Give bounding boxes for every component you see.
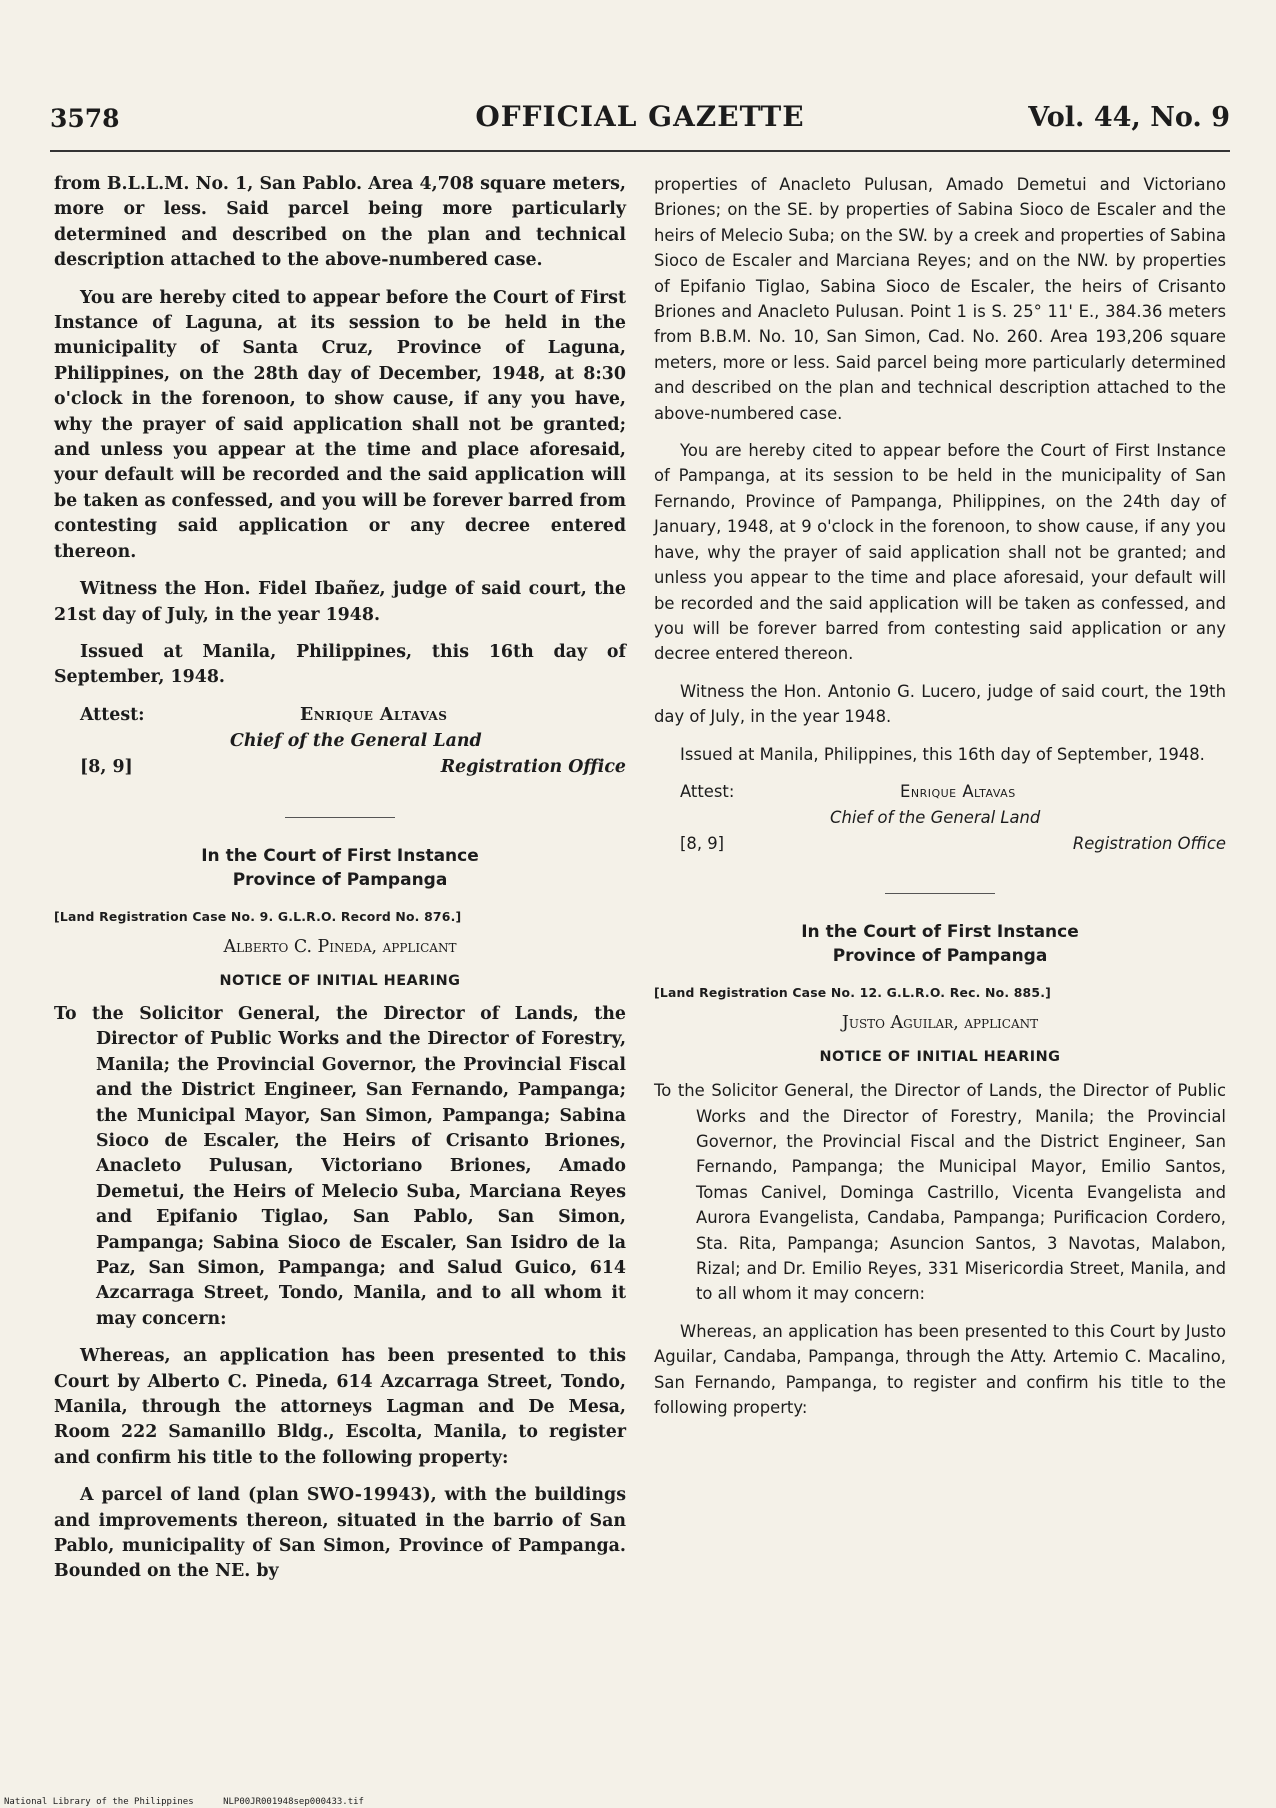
case-number: [Land Registration Case No. 9. G.L.R.O. Record No. 876.] bbox=[54, 908, 462, 924]
paragraph: Witness the Hon. Antonio G. Lucero, judge of said court, the 19th day of July, in the year 1948. bbox=[654, 681, 1226, 727]
signatory-name: Enrique Altavas bbox=[900, 781, 1016, 801]
court-name: In the Court of First Instance bbox=[801, 921, 1079, 942]
applicant-name: Alberto C. Pineda, applicant bbox=[223, 937, 457, 958]
signatory-title: Chief of the General Land bbox=[230, 730, 482, 751]
attestation-block bbox=[654, 779, 1226, 865]
section-divider bbox=[285, 817, 395, 818]
court-heading bbox=[654, 920, 1226, 968]
file-reference: NLP00JR001948sep000433.tif bbox=[223, 1797, 364, 1807]
signatory-name: Enrique Altavas bbox=[300, 704, 448, 725]
paragraph: from B.L.L.M. No. 1, San Pablo. Area 4,708 square meters, more or less. Said parcel being more particularly determined and described on the plan and technical description attached to the above-numbered case. bbox=[54, 174, 626, 271]
volume-number: Vol. 44, No. 9 bbox=[1028, 102, 1230, 133]
paragraph: Issued at Manila, Philippines, this 16th day of September, 1948. bbox=[54, 641, 626, 688]
addressees-paragraph: To the Solicitor General, the Director of Lands, the Director of Public Works and the Director of Forestry, Manila; the Provincial Governor, the Provincial Fiscal and the District Engineer, San Fernando, Pampanga; the Municipal Mayor, San Simon, Pampanga; Sabina Sioco de Escaler, the Heirs of Crisanto Briones, Anacleto Pulusan, Victoriano Briones, Amado Demetui, the Heirs of Melecio Suba, Marciana Reyes and Epifanio Tiglao, San Pablo, San Simon, Pampanga; Sabina Sioco de Escaler, San Isidro de la Paz, San Simon, Pampanga; and Salud Guico, 614 Azcarraga Street, Tondo, Manila, and to all whom it may concern: bbox=[54, 1003, 626, 1329]
addressees-paragraph: To the Solicitor General, the Director of Lands, the Director of Public Works and the Director of Forestry, Manila; the Provincial Governor, the Provincial Fiscal and the District Engineer, San Fernando, Pampanga; the Municipal Mayor, Emilio Santos, Tomas Canivel, Dominga Castrillo, Vicenta Evangelista and Aurora Evangelista, Candaba, Pampanga; Purificacion Cordero, Sta. Rita, Pampanga; Asuncion Santos, 3 Navotas, Malabon, Rizal; and Dr. Emilio Reyes, 331 Misericordia Street, Manila, and to all whom it may concern: bbox=[654, 1081, 1226, 1304]
case-number: [Land Registration Case No. 12. G.L.R.O. Rec. No. 885.] bbox=[654, 984, 1051, 1000]
signatory-title: Registration Office bbox=[1072, 833, 1226, 853]
court-province: Province of Pampanga bbox=[832, 945, 1048, 966]
page-header bbox=[50, 88, 1230, 138]
attest-label: Attest: bbox=[680, 781, 735, 801]
publication-title: OFFICIAL GAZETTE bbox=[475, 100, 805, 133]
page-number: 3578 bbox=[50, 104, 120, 133]
issue-reference: [8, 9] bbox=[680, 833, 725, 853]
paragraph: Witness the Hon. Fidel Ibañez, judge of said court, the 21st day of July, in the year 1948. bbox=[54, 579, 626, 625]
attestation-block bbox=[54, 703, 626, 789]
paragraph: properties of Anacleto Pulusan, Amado Demetui and Victoriano Briones; on the SE. by properties of Sabina Sioco de Escaler and the heirs of Melecio Suba; on the SW. by a creek and properties of Sabina Sioco de Escaler and Marciana Reyes; and on the NW. by properties of Epifanio Tiglao, Sabina Sioco de Escaler, the heirs of Crisanto Briones and Anacleto Pulusan. Point 1 is S. 25° 11' E., 384.36 meters from B.B.M. No. 10, San Simon, Cad. No. 260. Area 193,206 square meters, more or less. Said parcel being more particularly determined and described on the plan and technical description attached to the above-numbered case. bbox=[654, 175, 1226, 423]
notice-title: NOTICE OF INITIAL HEARING bbox=[219, 972, 461, 989]
section-divider bbox=[885, 893, 995, 894]
court-province: Province of Pampanga bbox=[232, 869, 448, 890]
right-column bbox=[654, 172, 1226, 1432]
header-rule bbox=[50, 150, 1230, 152]
paragraph: You are hereby cited to appear before the Court of First Instance of Laguna, at its session to be held in the municipality of Santa Cruz, Province of Laguna, Philippines, on the 28th day of December, 1948, at 8:30 o'clock in the forenoon, to show cause, if any you have, why the prayer of said application shall not be granted; and unless you appear at the time and place aforesaid, your default will be recorded and the said application will be taken as confessed, and you will be forever barred from contesting said application or any decree entered thereon. bbox=[54, 287, 626, 562]
scan-footer bbox=[4, 1797, 388, 1807]
paragraph: Whereas, an application has been presented to this Court by Alberto C. Pineda, 614 Azcarraga Street, Tondo, Manila, through the attorneys Lagman and De Mesa, Room 222 Samanillo Bldg., Escolta, Manila, to register and confirm his title to the following property: bbox=[54, 1346, 626, 1468]
paragraph: A parcel of land (plan SWO-19943), with the buildings and improvements thereon, situated in the barrio of San Pablo, municipality of San Simon, Province of Pampanga. Bounded on the NE. by bbox=[54, 1485, 626, 1582]
left-column bbox=[54, 172, 626, 1597]
court-name: In the Court of First Instance bbox=[201, 845, 479, 866]
signatory-title: Chief of the General Land bbox=[830, 807, 1041, 827]
applicant-name: Justo Aguilar, applicant bbox=[841, 1013, 1039, 1034]
notice-title: NOTICE OF INITIAL HEARING bbox=[819, 1048, 1061, 1065]
paragraph: You are hereby cited to appear before the Court of First Instance of Pampanga, at its session to be held in the municipality of San Fernando, Province of Pampanga, Philippines, on the 24th day of January, 1948, at 9 o'clock in the forenoon, to show cause, if any you have, why the prayer of said application shall not be granted; and unless you appear to the time and place aforesaid, your default will be recorded and the said application will be taken as confessed, and you will be forever barred from contesting said application or any decree entered thereon. bbox=[654, 441, 1226, 664]
paragraph: Issued at Manila, Philippines, this 16th day of September, 1948. bbox=[680, 744, 1205, 764]
attest-label: Attest: bbox=[80, 704, 145, 725]
signatory-title: Registration Office bbox=[440, 756, 626, 777]
court-heading bbox=[54, 844, 626, 892]
paragraph: Whereas, an application has been presented to this Court by Justo Aguilar, Candaba, Pampanga, through the Atty. Artemio C. Macalino, San Fernando, Pampanga, to register and confirm his title to the following property: bbox=[654, 1321, 1226, 1418]
library-credit: National Library of the Philippines bbox=[4, 1797, 194, 1807]
issue-reference: [8, 9] bbox=[80, 756, 133, 777]
